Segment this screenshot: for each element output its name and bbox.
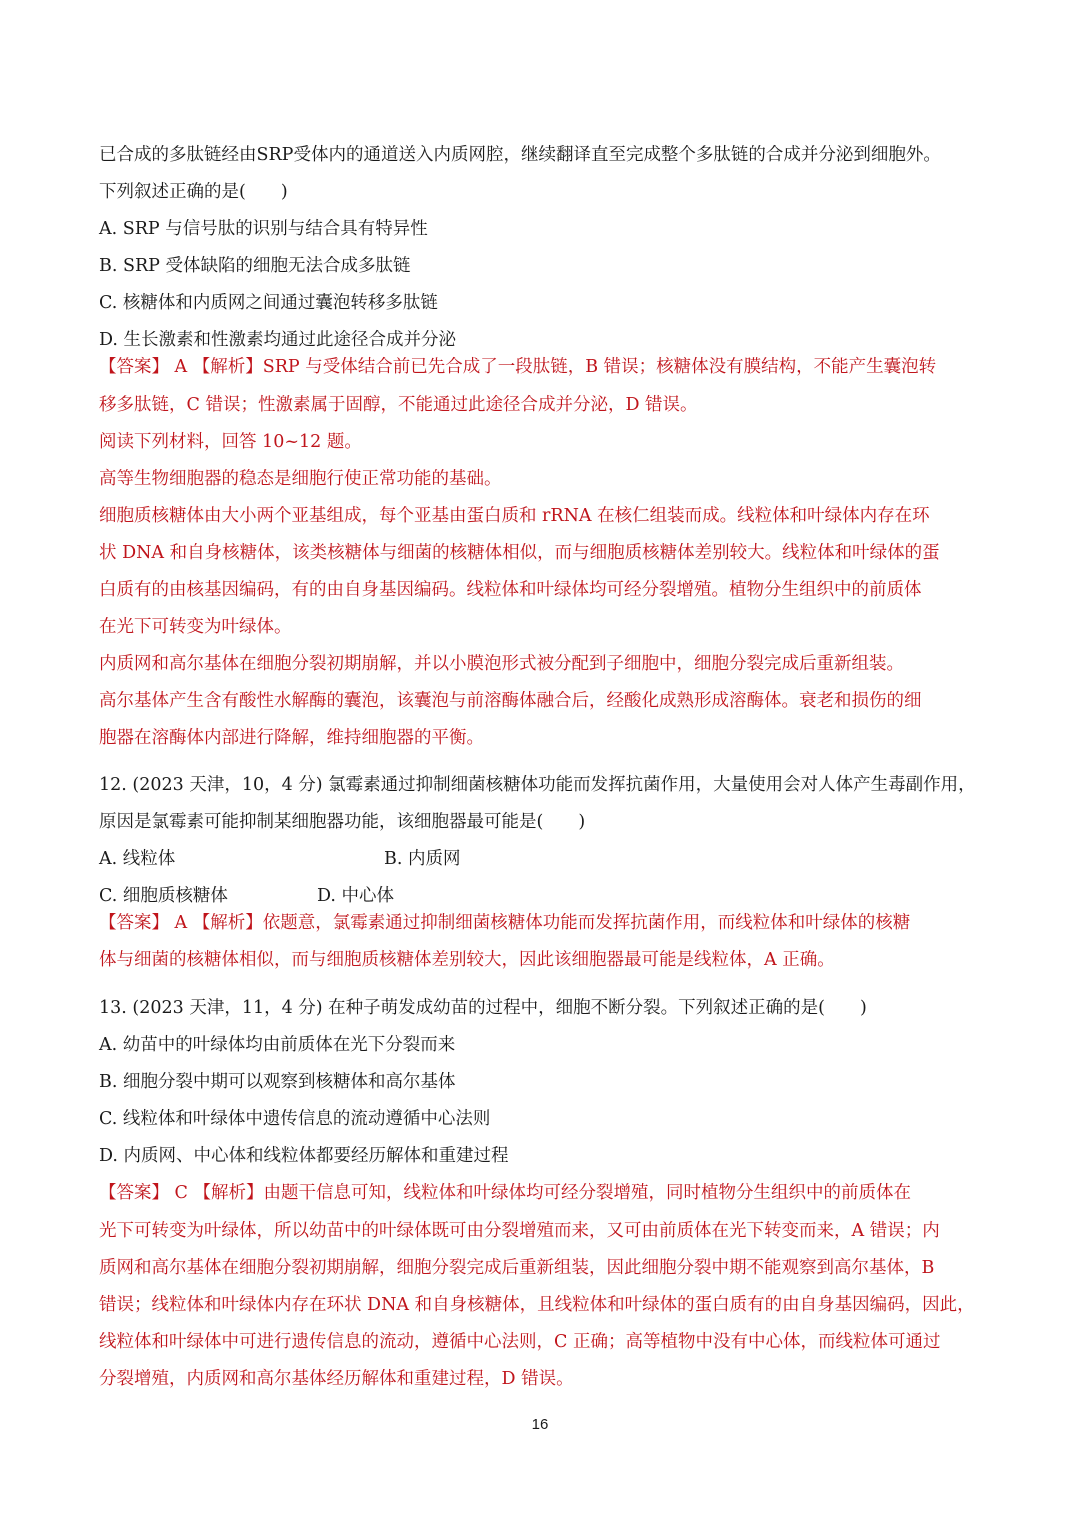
q12-option-c: C. 细胞质核糖体 [99,886,228,906]
option-a: A. 幼苗中的叶绿体均由前质体在光下分裂而来 [99,1035,456,1055]
option-b: B. 细胞分裂中期可以观察到核糖体和高尔基体 [99,1072,456,1092]
answer-explanation: 光下可转变为叶绿体，所以幼苗中的叶绿体既可由分裂增殖而来，又可由前质体在光下转变而来，A 错误；内 [99,1221,940,1241]
answer-explanation: 移多肽链，C 错误；性激素属于固醇，不能通过此途径合成并分泌，D 错误。 [99,395,698,415]
q12-options-row-1 [99,847,989,871]
q12-option-a: A. 线粒体 [99,849,176,869]
option-a: A. SRP 与信号肽的识别与结合具有特异性 [99,219,428,239]
q12-option-d: D. 中心体 [317,886,395,906]
answer-explanation: 【答案】 A 【解析】依题意，氯霉素通过抑制细菌核糖体功能而发挥抗菌作用，而线粒体和叶绿体的核糖 [99,913,911,933]
q12-option-b: B. 内质网 [384,849,461,869]
q12-options-row-2 [99,884,989,908]
answer-explanation: 【答案】 C 【解析】由题干信息可知，线粒体和叶绿体均可经分裂增殖，同时植物分生组织中的前质体在 [99,1183,912,1203]
answer-explanation: 错误；线粒体和叶绿体内存在环状 DNA 和自身核糖体，且线粒体和叶绿体的蛋白质有的由自身基因编码，因此， [99,1295,975,1315]
option-d: D. 内质网、中心体和线粒体都要经历解体和重建过程 [99,1146,509,1166]
material-line: 胞器在溶酶体内部进行降解，维持细胞器的平衡。 [99,728,484,748]
material-line: 在光下可转变为叶绿体。 [99,617,292,637]
material-line: 状 DNA 和自身核糖体，该类核糖体与细菌的核糖体相似，而与细胞质核糖体差别较大。线粒体和叶绿体的蛋 [99,543,940,563]
option-b: B. SRP 受体缺陷的细胞无法合成多肽链 [99,256,411,276]
question-13-stem: 13. (2023 天津，11，4 分) 在种子萌发成幼苗的过程中，细胞不断分裂。下列叙述正确的是( ) [99,998,867,1018]
material-line: 细胞质核糖体由大小两个亚基组成，每个亚基由蛋白质和 rRNA 在核仁组装而成。线粒体和叶绿体内存在环 [99,506,930,526]
material-line: 高等生物细胞器的稳态是细胞行使正常功能的基础。 [99,469,502,489]
answer-explanation: 线粒体和叶绿体中可进行遗传信息的流动，遵循中心法则，C 正确；高等植物中没有中心体，而线粒体可通过 [99,1332,941,1352]
answer-explanation: 【答案】 A 【解析】SRP 与受体结合前已先合成了一段肽链，B 错误；核糖体没有膜结构，不能产生囊泡转 [99,357,937,377]
material-line: 内质网和高尔基体在细胞分裂初期崩解，并以小膜泡形式被分配到子细胞中，细胞分裂完成后重新组装。 [99,654,904,674]
material-intro: 阅读下列材料，回答 10~12 题。 [99,432,362,452]
question-12-stem: 12. (2023 天津，10，4 分) 氯霉素通过抑制细菌核糖体功能而发挥抗菌作用，大量使用会对人体产生毒副作用， [99,775,976,795]
page-number: 16 [531,1416,549,1433]
option-c: C. 线粒体和叶绿体中遗传信息的流动遵循中心法则 [99,1109,491,1129]
question-12-stem: 原因是氯霉素可能抑制某细胞器功能，该细胞器最可能是( ) [99,812,586,832]
question-stem: 下列叙述正确的是( ) [99,182,288,202]
answer-explanation: 分裂增殖，内质网和高尔基体经历解体和重建过程，D 错误。 [99,1369,574,1389]
material-line: 高尔基体产生含有酸性水解酶的囊泡，该囊泡与前溶酶体融合后，经酸化成熟形成溶酶体。衰老和损伤的细 [99,691,922,711]
passage-line: 已合成的多肽链经由SRP受体内的通道送入内质网腔，继续翻译直至完成整个多肽链的合成并分泌到细胞外。 [99,145,941,165]
material-line: 白质有的由核基因编码，有的由自身基因编码。线粒体和叶绿体均可经分裂增殖。植物分生组织中的前质体 [99,580,922,600]
answer-explanation: 体与细菌的核糖体相似，而与细胞质核糖体差别较大，因此该细胞器最可能是线粒体，A 正确。 [99,950,835,970]
answer-explanation: 质网和高尔基体在细胞分裂初期崩解，细胞分裂完成后重新组装，因此细胞分裂中期不能观察到高尔基体，B [99,1258,935,1278]
option-d: D. 生长激素和性激素均通过此途径合成并分泌 [99,330,457,350]
option-c: C. 核糖体和内质网之间通过囊泡转移多肽链 [99,293,438,313]
